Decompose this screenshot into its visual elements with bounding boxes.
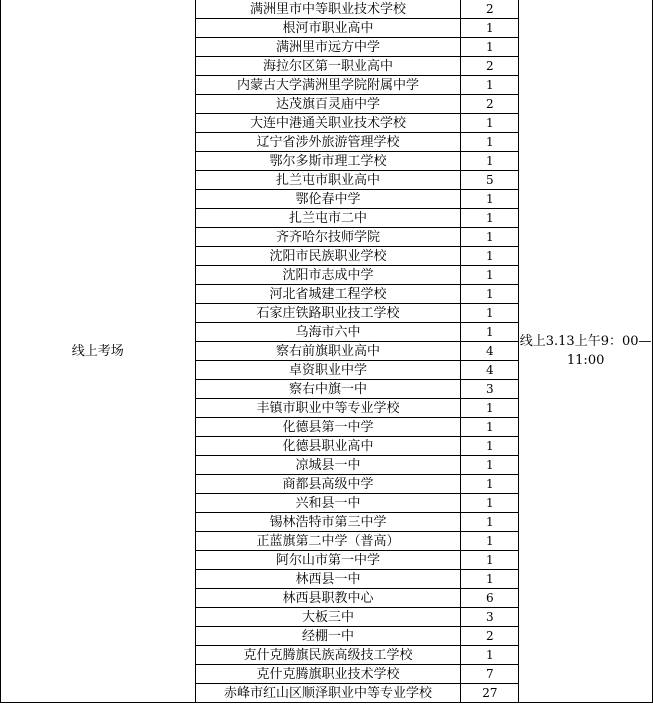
student-count-cell: 4 <box>461 342 519 361</box>
student-count-cell: 1 <box>461 551 519 570</box>
student-count-cell: 1 <box>461 247 519 266</box>
student-count-cell: 1 <box>461 513 519 532</box>
school-name-cell: 察右中旗一中 <box>195 380 461 399</box>
school-name-cell: 齐齐哈尔技师学院 <box>195 228 461 247</box>
school-name-cell: 辽宁省涉外旅游管理学校 <box>195 133 461 152</box>
table-row <box>1 0 653 19</box>
student-count-cell: 1 <box>461 399 519 418</box>
student-count-cell: 1 <box>461 228 519 247</box>
student-count-cell: 1 <box>461 209 519 228</box>
school-name-cell: 察右前旗职业高中 <box>195 342 461 361</box>
exam-time-cell: 线上3.13上午9：00—11:00 <box>519 0 653 703</box>
school-name-cell: 林西县一中 <box>195 570 461 589</box>
school-name-cell: 内蒙古大学满洲里学院附属中学 <box>195 76 461 95</box>
table-body <box>1 0 653 703</box>
student-count-cell: 1 <box>461 19 519 38</box>
student-count-cell: 6 <box>461 589 519 608</box>
school-name-cell: 沈阳市民族职业学校 <box>195 247 461 266</box>
school-name-cell: 鄂尔多斯市理工学校 <box>195 152 461 171</box>
school-name-cell: 沈阳市志成中学 <box>195 266 461 285</box>
student-count-cell: 1 <box>461 646 519 665</box>
school-name-cell: 经棚一中 <box>195 627 461 646</box>
school-name-cell: 丰镇市职业中等专业学校 <box>195 399 461 418</box>
school-name-cell: 商都县高级中学 <box>195 475 461 494</box>
school-name-cell: 鄂伦春中学 <box>195 190 461 209</box>
school-name-cell: 石家庄铁路职业技工学校 <box>195 304 461 323</box>
student-count-cell: 1 <box>461 418 519 437</box>
school-name-cell: 海拉尔区第一职业高中 <box>195 57 461 76</box>
school-name-cell: 卓资职业中学 <box>195 361 461 380</box>
school-name-cell: 正蓝旗第二中学（普高） <box>195 532 461 551</box>
student-count-cell: 2 <box>461 0 519 19</box>
student-count-cell: 2 <box>461 57 519 76</box>
school-name-cell: 林西县职教中心 <box>195 589 461 608</box>
student-count-cell: 1 <box>461 266 519 285</box>
school-name-cell: 河北省城建工程学校 <box>195 285 461 304</box>
school-name-cell: 扎兰屯市职业高中 <box>195 171 461 190</box>
exam-venue-cell: 线上考场 <box>1 0 196 703</box>
school-name-cell: 乌海市六中 <box>195 323 461 342</box>
student-count-cell: 1 <box>461 570 519 589</box>
student-count-cell: 1 <box>461 532 519 551</box>
school-name-cell: 克什克腾旗职业技术学校 <box>195 665 461 684</box>
school-name-cell: 扎兰屯市二中 <box>195 209 461 228</box>
student-count-cell: 4 <box>461 361 519 380</box>
school-name-cell: 凉城县一中 <box>195 456 461 475</box>
school-name-cell: 满洲里市远方中学 <box>195 38 461 57</box>
student-count-cell: 5 <box>461 171 519 190</box>
student-count-cell: 1 <box>461 76 519 95</box>
school-name-cell: 阿尔山市第一中学 <box>195 551 461 570</box>
student-count-cell: 1 <box>461 323 519 342</box>
student-count-cell: 1 <box>461 475 519 494</box>
student-count-cell: 3 <box>461 608 519 627</box>
student-count-cell: 1 <box>461 285 519 304</box>
student-count-cell: 1 <box>461 190 519 209</box>
student-count-cell: 1 <box>461 456 519 475</box>
student-count-cell: 7 <box>461 665 519 684</box>
student-count-cell: 3 <box>461 380 519 399</box>
school-name-cell: 根河市职业高中 <box>195 19 461 38</box>
student-count-cell: 1 <box>461 133 519 152</box>
student-count-cell: 2 <box>461 627 519 646</box>
school-name-cell: 化德县第一中学 <box>195 418 461 437</box>
school-name-cell: 克什克腾旗民族高级技工学校 <box>195 646 461 665</box>
school-name-cell: 大连中港通关职业技术学校 <box>195 114 461 133</box>
student-count-cell: 2 <box>461 95 519 114</box>
student-count-cell: 1 <box>461 494 519 513</box>
school-name-cell: 赤峰市红山区顺泽职业中等专业学校 <box>195 684 461 703</box>
student-count-cell: 1 <box>461 437 519 456</box>
student-count-cell: 1 <box>461 152 519 171</box>
school-name-cell: 达茂旗百灵庙中学 <box>195 95 461 114</box>
student-count-cell: 27 <box>461 684 519 703</box>
student-count-cell: 1 <box>461 114 519 133</box>
school-name-cell: 大板三中 <box>195 608 461 627</box>
student-count-cell: 1 <box>461 304 519 323</box>
school-name-cell: 锡林浩特市第三中学 <box>195 513 461 532</box>
school-name-cell: 满洲里市中等职业技术学校 <box>195 0 461 19</box>
school-name-cell: 化德县职业高中 <box>195 437 461 456</box>
school-name-cell: 兴和县一中 <box>195 494 461 513</box>
student-count-cell: 1 <box>461 38 519 57</box>
